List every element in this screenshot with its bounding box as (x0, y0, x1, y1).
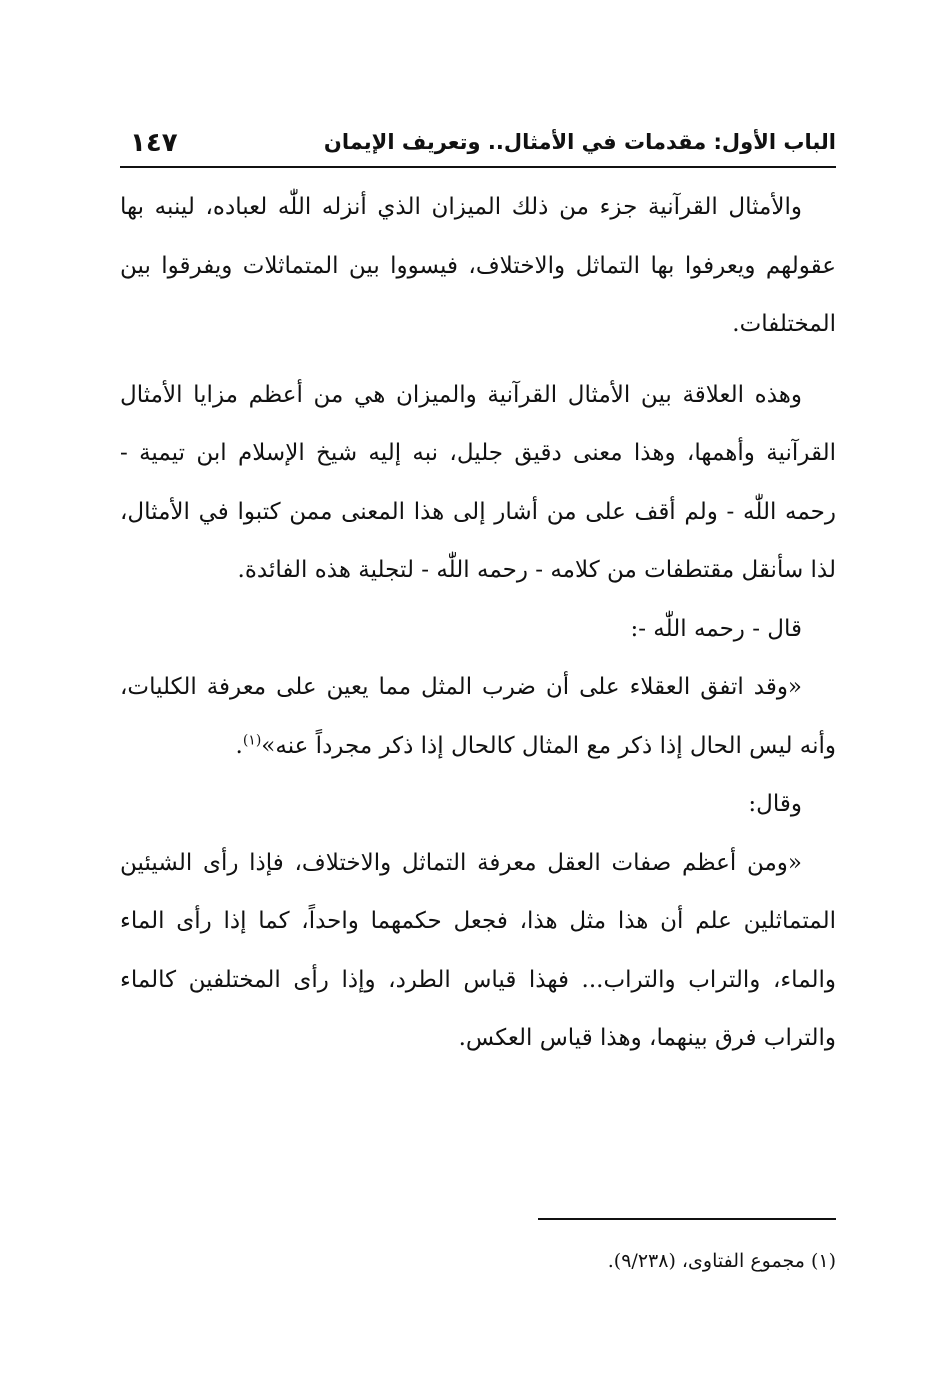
paragraph: وقال: (748, 791, 802, 817)
footnote: (١) مجموع الفتاوى، (٩/٢٣٨). (607, 1250, 836, 1272)
paragraph: وهذه العلاقة بين الأمثال القرآنية والميزان هي من أعظم مزايا الأمثال القرآنية وأهمها، وهذا معنى دقيق جليل، نبه إليه شيخ الإسلام ابن تيمية - رحمه اللّٰه - ولم أقف على من أشار إلى هذا المعنى ممن كتبوا في الأمثال، لذا سأنقل مقتطفات من كلامه - رحمه اللّٰه - لتجلية هذه الفائدة. (120, 381, 836, 583)
page-number: ١٤٧ (130, 128, 178, 158)
quote-paragraph: «ومن أعظم صفات العقل معرفة التماثل والاختلاف، فإذا رأى الشيئين المتماثلين علم أن هذا مثل هذا، فجعل حكمهما واحداً، كما إذا رأى الماء والماء، والتراب والتراب... فهذا قياس الطرد، وإذا رأى المختلفين كالماء والتراب فرق بينهما، وهذا قياس العكس. (120, 849, 836, 1051)
paragraph: قال - رحمه اللّٰه -: (630, 615, 802, 642)
quote-paragraph (120, 658, 836, 775)
footnote-ref[interactable]: (١) (242, 731, 262, 748)
header-rule (120, 166, 836, 168)
main-text (120, 178, 836, 1068)
quote-end: . (235, 732, 243, 759)
paragraph: والأمثال القرآنية جزء من ذلك الميزان الذي أنزله اللّٰه لعباده، لينبه بها عقولهم ويعرفوا بها التماثل والاختلاف، فيسووا بين المتماثلات ويفرقوا بين المختلفات. (120, 194, 836, 337)
page-header (120, 128, 836, 168)
running-head: الباب الأول: مقدمات في الأمثال.. وتعريف الإيمان (323, 130, 836, 154)
footnote-rule (538, 1218, 836, 1220)
quote-text: «وقد اتفق العقلاء على أن ضرب المثل مما يعين على معرفة الكليات، وأنه ليس الحال إذا ذكر مع المثال كالحال إذا ذكر مجرداً عنه» (120, 674, 836, 759)
